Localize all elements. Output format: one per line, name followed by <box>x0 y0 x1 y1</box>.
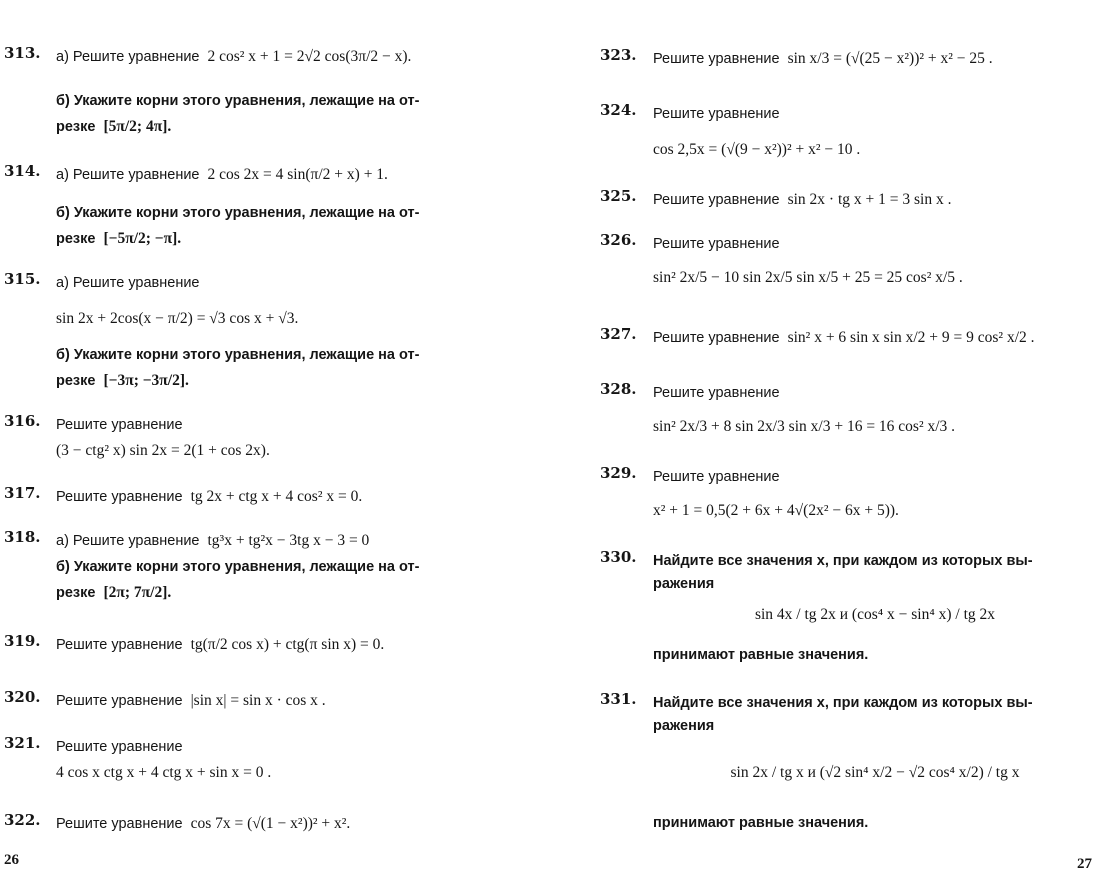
problem-number: 318. <box>4 528 41 546</box>
problem-number: 327. <box>600 325 637 343</box>
problem-text: Решите уравнение <box>56 693 183 709</box>
interval: [−3π; −3π/2]. <box>103 372 189 389</box>
equation: tg 2x + ctg x + 4 cos² x = 0. <box>190 488 363 505</box>
problem-number: 330. <box>600 548 637 566</box>
problem-number: 319. <box>4 632 41 650</box>
expressions: sin 2x / tg x и (√2 sin⁴ x/2 − √2 cos⁴ x/2) / tg x <box>730 764 1020 781</box>
problem-text: Решите уравнение <box>56 739 183 755</box>
equation: 2 cos² x + 1 = 2√2 cos(3π/2 − x). <box>207 48 412 65</box>
equation: 4 cos x ctg x + 4 ctg x + sin x = 0 . <box>56 764 272 781</box>
equation: sin² 2x/5 − 10 sin 2x/5 sin x/5 + 25 = 25 cos² x/5 . <box>653 269 963 286</box>
problem-text: Решите уравнение <box>653 469 780 485</box>
equation: 2 cos 2x = 4 sin(π/2 + x) + 1. <box>207 166 388 183</box>
problem-number: 317. <box>4 484 41 502</box>
equation: cos 7x = (√(1 − x²))² + x². <box>190 815 351 832</box>
problem-text: Решите уравнение <box>56 816 183 832</box>
interval: [2π; 7π/2]. <box>103 584 172 601</box>
equation: sin 2x + 2cos(x − π/2) = √3 cos x + √3. <box>56 310 299 327</box>
problem-text: резке <box>56 119 96 135</box>
problem-text: а) Решите уравнение <box>56 49 200 65</box>
problem-text: Решите уравнение <box>653 385 780 401</box>
equation: (3 − ctg² x) sin 2x = 2(1 + cos 2x). <box>56 442 270 459</box>
problem-number: 331. <box>600 690 637 708</box>
problem-number: 323. <box>600 46 637 64</box>
problem-text: Решите уравнение <box>653 51 780 67</box>
problem-number: 320. <box>4 688 41 706</box>
problem-number: 328. <box>600 380 637 398</box>
problem-text: Решите уравнение <box>56 417 183 433</box>
equation: tg(π/2 cos x) + ctg(π sin x) = 0. <box>190 636 385 653</box>
problem-number: 321. <box>4 734 41 752</box>
problem-number: 316. <box>4 412 41 430</box>
problem-text: а) Решите уравнение <box>56 275 200 291</box>
right-page <box>597 0 1099 873</box>
left-page <box>0 0 520 873</box>
problem-text: б) Укажите корни этого уравнения, лежащие на от- <box>56 559 420 575</box>
problem-text: Решите уравнение <box>56 489 183 505</box>
expressions: sin 4x / tg 2x и (cos⁴ x − sin⁴ x) / tg 2x <box>754 606 996 623</box>
problem-text: б) Укажите корни этого уравнения, лежащие на от- <box>56 347 420 363</box>
problem-text: Решите уравнение <box>56 637 183 653</box>
problem-number: 313. <box>4 44 41 62</box>
problem-text: Решите уравнение <box>653 192 780 208</box>
problem-text: принимают равные значения. <box>653 815 869 831</box>
problem-text: Найдите все значения x, при каждом из которых вы- <box>653 695 1033 711</box>
problem-text: ражения <box>653 576 715 592</box>
interval: [−5π/2; −π]. <box>103 230 182 247</box>
equation: x² + 1 = 0,5(2 + 6x + 4√(2x² − 6x + 5)). <box>653 502 899 519</box>
equation: tg³x + tg²x − 3tg x − 3 = 0 <box>207 532 370 549</box>
problem-number: 324. <box>600 101 637 119</box>
problem-text: Решите уравнение <box>653 330 780 346</box>
problem-text: а) Решите уравнение <box>56 533 200 549</box>
problem-number: 315. <box>4 270 41 288</box>
interval: [5π/2; 4π]. <box>103 118 172 135</box>
problem-number: 314. <box>4 162 41 180</box>
equation: sin x/3 = (√(25 − x²))² + x² − 25 . <box>787 50 993 67</box>
problem-text: б) Укажите корни этого уравнения, лежащие на от- <box>56 205 420 221</box>
equation: |sin x| = sin x · cos x . <box>190 692 326 709</box>
problem-number: 329. <box>600 464 637 482</box>
page-number: 26 <box>4 852 19 868</box>
problem-text: Решите уравнение <box>653 236 780 252</box>
problem-text: а) Решите уравнение <box>56 167 200 183</box>
problem-text: б) Укажите корни этого уравнения, лежащие на от- <box>56 93 420 109</box>
problem-text: резке <box>56 231 96 247</box>
problem-text: ражения <box>653 718 715 734</box>
equation: cos 2,5x = (√(9 − x²))² + x² − 10 . <box>653 141 861 158</box>
problem-text: Найдите все значения x, при каждом из которых вы- <box>653 553 1033 569</box>
problem-text: принимают равные значения. <box>653 647 869 663</box>
problem-text: резке <box>56 373 96 389</box>
problem-text: резке <box>56 585 96 601</box>
page-number: 27 <box>1077 856 1092 872</box>
equation: sin 2x · tg x + 1 = 3 sin x . <box>787 191 952 208</box>
problem-number: 325. <box>600 187 637 205</box>
equation: sin² x + 6 sin x sin x/2 + 9 = 9 cos² x/2 . <box>787 329 1035 346</box>
problem-text: Решите уравнение <box>653 106 780 122</box>
problem-number: 326. <box>600 231 637 249</box>
problem-number: 322. <box>4 811 41 829</box>
equation: sin² 2x/3 + 8 sin 2x/3 sin x/3 + 16 = 16 cos² x/3 . <box>653 418 956 435</box>
